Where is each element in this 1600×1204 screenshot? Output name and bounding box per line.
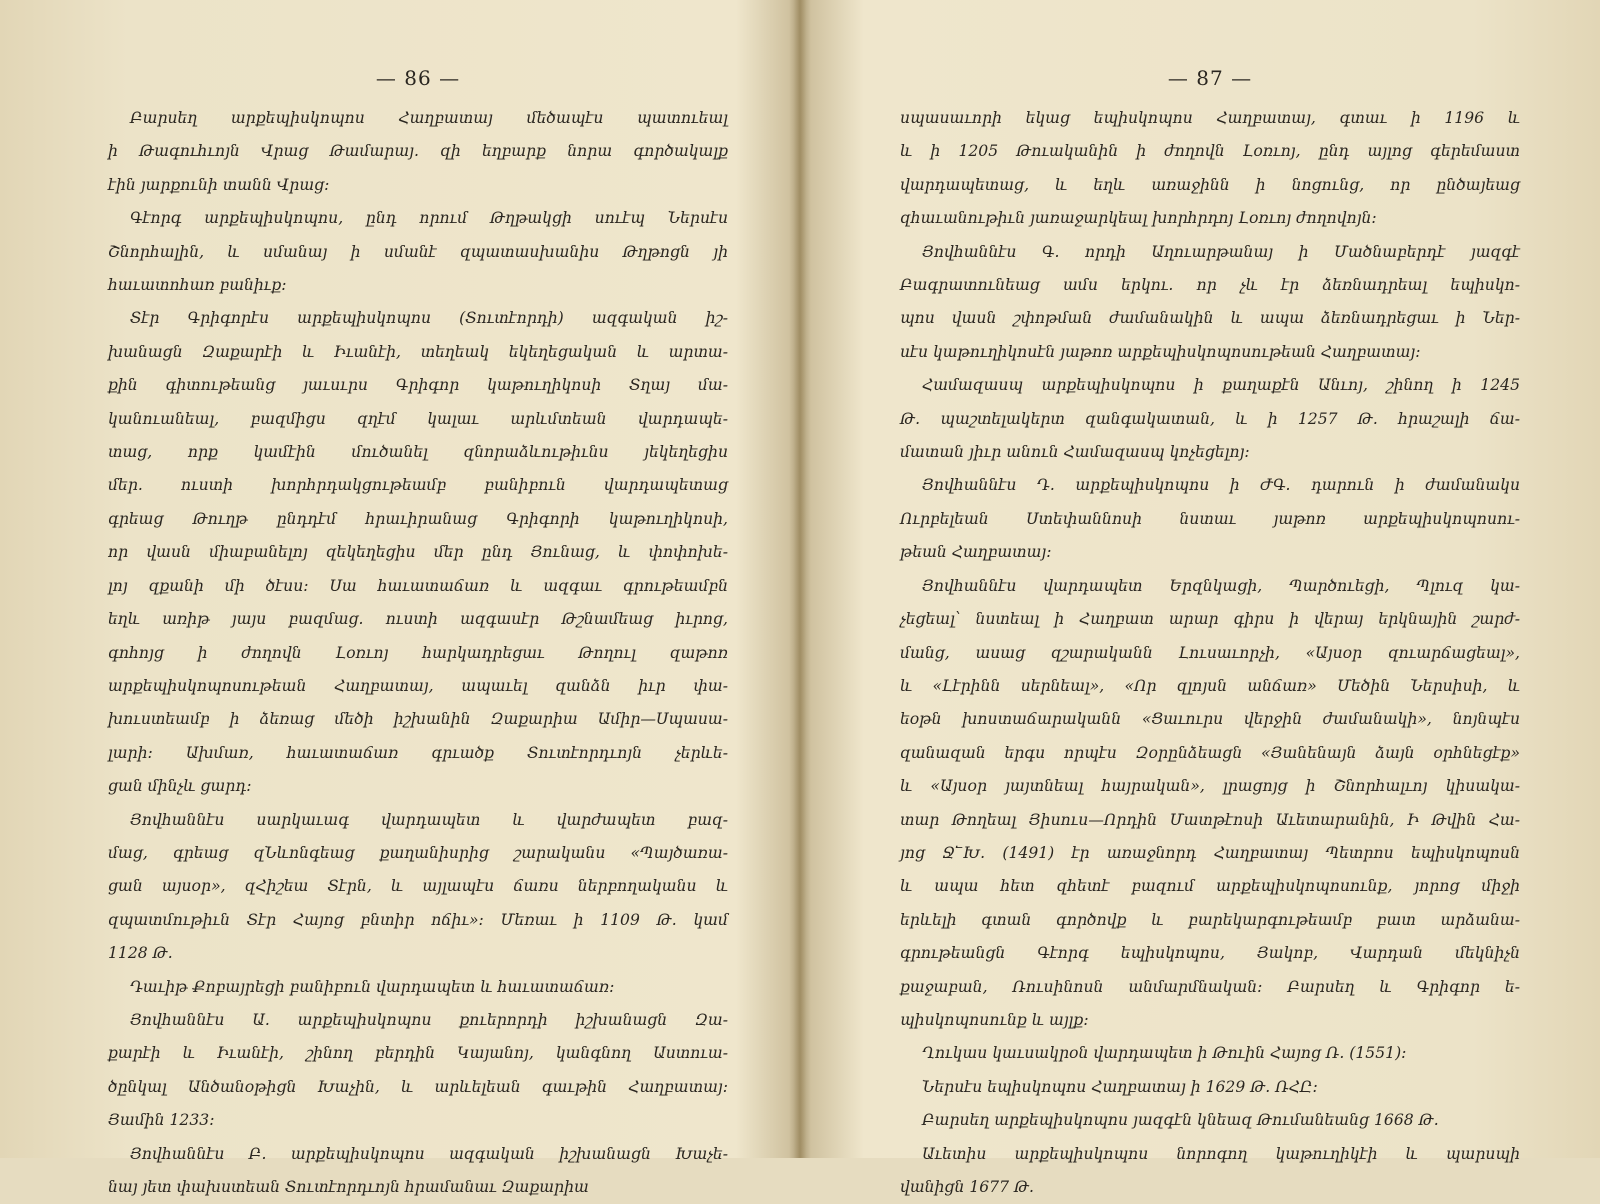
text-line: գրեաց Թուղթ ընդդէմ հրաւիրանաց Գրիգորի կաթուղիկոսի, [108,509,728,528]
text-line: քին գիտութեանց յաւսւրս Գրիգոր կաթուղիկոսի Տղայ մա- [108,376,728,395]
right-page [900,60,1520,1204]
text-line: Յովհաննէս Գ. որդի Աղուարթանայ ի Մածնաբերդէ յազգէ [922,242,1520,261]
text-line: խուստեամբ ի ձեռաց մեծի իշխանին Զաքարիա Ամիր—Սպասա- [108,710,728,729]
text-line: քարէի և Իւանէի, շինող բերդին Կայանոյ, կանգնող Աստուա- [108,1044,728,1063]
text-line: ցան մինչև ցարդ։ [108,777,252,796]
text-line: խանացն Զաքարէի և Իւանէի, տեղեակ եկեղեցական և արտա- [108,342,728,361]
text-line: ծընկալ Անծանօթիցն Խաչին, և արևելեան գաւթին Հաղբատայ։ [108,1077,728,1096]
text-line: պոս վասն շփոթման ժամանակին և ապա ձեռնադրեցաւ ի Ներ- [900,309,1520,328]
left-page-text [108,102,728,1204]
text-line: մաց, գրեաց զՆևոնգեաց քաղանիսրից շարականս «Պայծառա- [108,843,728,862]
text-line: մատան յիւր անուն Համազասպ կոչեցելոյ։ [900,443,1250,462]
text-line: սպասաւորի եկաց եպիսկոպոս Հաղբատայ, գտաւ ի 1196 և [900,109,1520,127]
book-gutter [789,0,811,1158]
text-line: Բագրատունեաց ամս երկու. որ չև էր ձեռնադրեալ եպիսկո- [900,276,1520,295]
text-line: Ներսէս եպիսկոպոս Հաղբատայ ի 1629 Թ. ՌՀԸ։ [922,1077,1318,1096]
text-line: Յովհաննէս սարկաւագ վարդապետ և վարժապետ բազ- [130,810,728,829]
right-page-text [900,102,1520,1204]
text-line: Բարսեղ արքեպիսկոպոս յազգէն կնեազ Թումանեանց 1668 Թ. [922,1111,1439,1130]
text-line: և «Լէրինն սերնեալ», «Որ զլոյսն անճառ» Մեծին Ներսիսի, և [900,676,1520,695]
text-line: որ վասն միաբանելոյ զեկեղեցիս մեր ընդ Յունաց, և փոփոխե- [108,543,728,562]
text-line: զհաւանութիւն յառաջարկեալ խորհրդոյ Լօռւոյ ժողովոյն։ [900,209,1377,228]
text-line: Դաւիթ Քոբայրեցի բանիբուն վարդապետ և հաւատաճառ։ [130,977,615,996]
text-line: ի Թագուհւոյն Վրաց Թամարայ. զի եղբարք նորա գործակալք [108,142,728,161]
text-line: երևելի գտան գործովք և բարեկարգութեամբ բատ արձանա- [900,910,1520,929]
text-line: եօթն խոստաճարականն «Ցաւուրս վերջին ժամանակի», նոյնպէս [900,710,1520,729]
text-line: և «Այսօր յայտնեալ հայրական», լրացոյց ի Շնորհալւոյ կիսակա- [900,777,1520,796]
text-line: և ապա հետ զհետէ բազում արքեպիսկոպոսունք, յորոց միջի [900,877,1520,896]
text-line: տար Թողեալ Յիսուս—Որդին Մատթէոսի Աւետարանին, Ի Թվին Հա- [900,810,1520,829]
text-line: լարի։ Ախմառ, հաւատաճառ գրւածք Տուտէորդւոյն չերևե- [108,743,728,762]
text-line: թեան Հաղբատայ։ [900,543,1052,562]
text-line: պիսկոպոսունք և այլք։ [900,1010,1089,1029]
text-line: գոհոյց ի ժողովն Լօռւոյ հարկադրեցաւ Թողուլ զաթոռ [108,643,728,662]
left-page [108,60,728,1204]
text-line: Յովհաննէս Բ. արքեպիսկոպոս ազգական իշխանացն Խաչե- [130,1144,728,1163]
text-line: զպատմութիւն Տէր Հայոց բնտիր ոճիւ»։ Մեռաւ ի 1109 Թ. կամ [108,910,728,929]
text-line: տաց, որք կամէին մուծանել զնորաձևութիւնս յեկեղեցիս [108,443,728,462]
text-line: ցան այսօր», զՀիշեա Տէրն, և այլապէս ճառս ներբողականս և [108,877,728,896]
text-line: զանազան երգս որպէս Զօրընձեացն «Յանենայն ձայն օրհնեցէք» [900,743,1520,762]
text-line: քաջաբան, Ռուսինոսն անմարմնական։ Բարսեղ և Գրիգոր ե- [900,977,1520,996]
text-line: վանիցն 1677 Թ. [900,1178,1035,1196]
text-line: Աւետիս արքեպիսկոպոս նորոգող կաթուղիկէի և պարսպի [922,1144,1520,1163]
text-line: 1128 Թ. [108,944,173,963]
text-line: չեցեալ՝ նստեալ ի Հաղբատ արար գիրս ի վերայ երկնային շարժ- [900,610,1520,629]
text-line: եղև առիթ յայս բազմաց. ուստի ազգասէր Թշնամեաց իւրոց, [108,610,728,629]
page-number-right: — 87 — [1167,66,1253,90]
text-line: կանուանեալ, բազմիցս զղէմ կալաւ արևմտեան վարդապե- [108,409,728,428]
text-line: մեր. ուստի խորհրդակցութեամբ բանիբուն վարդապետաց [108,476,728,495]
text-line: վարդապետաց, և եղև առաջինն ի նոցունց, որ ընծայեաց [900,175,1520,194]
text-line: Յովհաննէս Դ. արքեպիսկոպոս ի ԺԳ. դարուն ի ժամանակս [922,476,1520,495]
text-line: Տէր Գրիգորէս արքեպիսկոպոս (Տուտէորդի) ազգական իշ- [130,309,728,328]
text-line: Բարսեղ արքեպիսկոպոս Հաղբատայ մեծապէս պատուեալ [130,109,728,127]
text-line: Շնորհալին, և սմանայ ի սմանէ զպատասխանիս Թղթոցն յի [108,242,728,261]
text-line: արքեպիսկոպոսութեան Հաղբատայ, ապաւել զանձն իւր փա- [108,676,728,695]
text-line: Համազասպ արքեպիսկոպոս ի քաղաքէն Անւոյ, շինող ի 1245 [922,376,1520,395]
text-line: մանց, ասաց զշարականն Լուսաւորչի, «Այսօր զուարճացեալ», [900,643,1520,662]
text-line: Ուրբելեան Ստեփաննոսի նստաւ յաթոռ արքեպիսկոպոսու- [900,509,1520,528]
text-line: գրութեանցն Գէորգ եպիսկոպոս, Յակոբ, Վարդան մեկնիչն [900,944,1520,963]
text-line: սէս կաթուղիկոսէն յաթոռ արքեպիսկոպոսութեան Հաղբատայ։ [900,342,1421,361]
text-line: նայ յետ փախստեան Տուտէորդւոյն հրամանաւ Զաքարիա [108,1178,589,1196]
text-line: Յովհաննէս վարդապետ Երզնկացի, Պարծուեցի, Պլուզ կա- [922,576,1520,595]
text-line: և ի 1205 Թուականին ի ժողովն Լօռւոյ, ընդ այլոց գերեմաստ [900,142,1520,161]
text-line: Թ. պաշտելակերտ զանգակատան, և ի 1257 Թ. հրաշալի ճա- [900,409,1520,428]
text-line: Գէորգ արքեպիսկոպոս, ընդ որում Թղթակցի սուէպ Ներսէս [130,209,728,228]
text-line: յոց Ջ՟Խ. (1491) էր առաջնորդ Հաղբատայ Պետրոս եպիսկոպոսն [900,843,1520,862]
text-line: հաւատոհառ բանիւք։ [108,276,287,295]
text-line: Ղուկաս կաւսակրօն վարդապետ ի Թուին Հայոց Ռ. (1551)։ [922,1044,1407,1063]
text-line: Յովհաննէս Ա. արքեպիսկոպոս քուերորդի իշխանացն Զա- [130,1010,728,1029]
text-line: էին յարքունի տանն Վրաց։ [108,175,330,194]
text-line: Յամին 1233։ [108,1111,215,1130]
text-line: լոյ զքանի մի ծէսս։ Սա հաւատաճառ և ազգաւ գրութեամբն [108,576,728,595]
page-number-left: — 86 — [375,66,461,90]
